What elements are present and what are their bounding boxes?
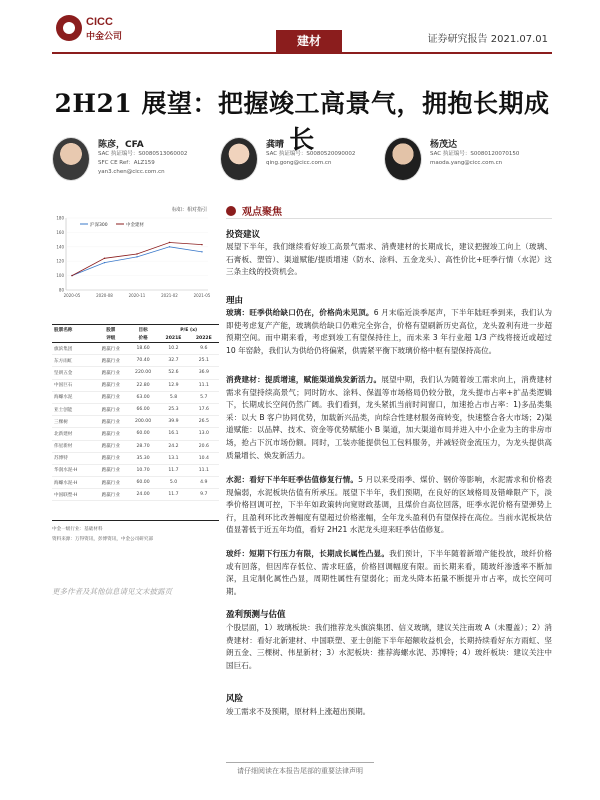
- table-cell: 跑赢行业: [94, 477, 128, 489]
- table-cell: 32.7: [158, 355, 188, 367]
- table-cell: 跑赢行业: [94, 428, 128, 440]
- sector-tag: 建材: [276, 30, 342, 52]
- series-point: [201, 244, 202, 245]
- avatar: [384, 137, 422, 181]
- table-row: [52, 477, 219, 489]
- table-cell: 13.1: [158, 452, 188, 464]
- series-point: [169, 246, 170, 247]
- stock-pe-table: [52, 326, 219, 501]
- analyst-detail: SFC CE Ref：ALZ159: [98, 160, 155, 166]
- table-cell: 5.0: [158, 477, 188, 489]
- table-row: [52, 379, 219, 391]
- table-cell: 25.1: [189, 355, 219, 367]
- table-cell: 200.00: [128, 416, 159, 428]
- analyst-name: 龚晴: [266, 140, 285, 150]
- table-cell: 跑赢行业: [94, 464, 128, 476]
- fiberglass-lead: 玻纤：短期下行压力有限，长期成长属性凸显。: [226, 549, 390, 558]
- cement-lead: 水泥：看好下半年旺季估值修复行情。: [226, 475, 359, 484]
- table-cell: 跑赢行业: [94, 379, 128, 391]
- series-point: [104, 262, 105, 263]
- earnings-paragraph: 个股层面，1）玻璃板块：我们推荐龙头旗滨集团、信义玻璃，建议关注南玻 A（未覆盖）；2）消费建材：看好北新建材、中国联塑、亚士创能下半年超额收益机会，长期持续看好东方雨虹、坚朗五金、三棵树、伟星新材；3）水泥板块：推荐海螺水泥、苏博特；4）玻纤板块：建议关注中国巨石。: [226, 623, 552, 670]
- col-header: 股票名称: [54, 328, 73, 333]
- table-cell: 66.00: [128, 403, 159, 415]
- table-row: [52, 440, 219, 452]
- table-row: [52, 367, 219, 379]
- analyst-detail: SAC 执证编号：S0080520090002: [266, 151, 356, 157]
- table-cell: 海螺水泥-H: [52, 477, 94, 489]
- legend-label-cicc: 中金建材: [126, 223, 144, 228]
- table-row: [52, 416, 219, 428]
- y-tick-label: 100: [56, 273, 64, 279]
- section-heading-risk: 风险: [226, 694, 244, 704]
- glass-lead: 玻璃：旺季供给缺口仍在，价格尚未见顶。: [226, 308, 374, 317]
- footer-disclaimer[interactable]: 请仔细阅读在本报告尾部的重要法律声明: [237, 767, 363, 775]
- x-tick-label: 2021-02: [161, 293, 178, 298]
- avatar: [220, 137, 258, 181]
- table-cell: 10.2: [158, 343, 188, 355]
- table-cell: 13.0: [189, 428, 219, 440]
- cicc-logo: [56, 15, 136, 45]
- series-point: [71, 275, 72, 276]
- table-cell: 24.00: [128, 489, 159, 501]
- table-cell: 11.1: [189, 464, 219, 476]
- table-header-row: [52, 326, 219, 334]
- section-heading-earnings: 盈利预测与估值: [226, 610, 286, 620]
- table-cell: 跑赢行业: [94, 367, 128, 379]
- table-subheader-row: [52, 334, 219, 343]
- invest-paragraph: 展望下半年，我们继续看好竣工高景气需求、消费建材的长期成长，建议把握竣工向上（玻璃、石膏板、塑管）、渠道赋能/提质增速（防水、涂料、五金龙头）、高性价比+旺季行情（水泥）这三条主线的投资机会。: [226, 242, 552, 277]
- table-row: [52, 452, 219, 464]
- table-row: [52, 355, 219, 367]
- table-cell: 跑赢行业: [94, 343, 128, 355]
- table-row: [52, 403, 219, 415]
- series-point: [104, 258, 105, 259]
- table-cell: 26.5: [189, 416, 219, 428]
- table-cell: 10.4: [189, 452, 219, 464]
- table-cell: 4.9: [189, 477, 219, 489]
- table-cell: 18.60: [128, 343, 159, 355]
- table-cell: 60.00: [128, 428, 159, 440]
- analyst-detail: SAC 执证编号：S0080513060002: [98, 151, 188, 157]
- legend-label-hs300: 沪深300: [90, 223, 108, 228]
- chart-legend: [80, 221, 144, 228]
- table-cell: 坚朗五金: [52, 367, 94, 379]
- avatar: [52, 137, 90, 181]
- table-cell: 跑赢行业: [94, 489, 128, 501]
- table-cell: 跑赢行业: [94, 355, 128, 367]
- consumer-paragraph: [226, 374, 552, 462]
- view-focus-title: 观点聚焦: [242, 207, 282, 218]
- table-cell: 中国联塑-H: [52, 489, 94, 501]
- table-cell: 36.9: [189, 367, 219, 379]
- analyst-detail: SAC 执证编号：S0080120070150: [430, 151, 520, 157]
- table-cell: 10.70: [128, 464, 159, 476]
- consumer-body: 展望中期，我们认为随着竣工需求向上，消费建材需求有望持续高景气；同时防水、涂料、保温等市场格局仍较分散，龙头提市占率+扩品类逻辑下，长期成长空间仍然广阔。我们看到，龙头紧抓当前时间窗口，加速抢占市占率：1)多品类集采：以大 B 客户协同优势，加载新兴品类，向综合性建材服务商转变，快速整合各大市场；2)渠道赋能：以品牌、技术、资金等优势赋能小 B 渠道，加大渠道布局并进入中小企业为主的非房市场，抢占下沉市场份额。同时，工装亦能提供包工包料服务，并减轻资金流压力，为龙头提供高质量增长、焕发新活力。: [226, 375, 553, 460]
- col-header: 目标: [138, 328, 148, 333]
- table-cell: 跑赢行业: [94, 403, 128, 415]
- table-cell: 63.00: [128, 391, 159, 403]
- analyst-card: [52, 137, 222, 185]
- table-row: [52, 343, 219, 355]
- col-header: 2021E: [165, 335, 182, 341]
- cement-body: 5 月以来受雨季、煤价、钢价等影响，水泥需求和价格表现偏弱，水泥板块估值有所承压。展望下半年，我们预期，在良好的区域格局及错峰限产下，淡季价格回调可控，下半年如政策转向宽财政基调，且煤价自高位回落，旺季水泥价格有望弹势上行，且盈利环比改善幅度有望超过价格涨幅，全年龙头盈利仍有望保持在高位。当前水泥板块估值显著低于近五年均值，看好 2H21 水泥龙头迎来旺季估值修复。: [226, 475, 552, 535]
- analyst-name: 杨茂达: [430, 140, 458, 150]
- bullet-dot-icon: [226, 206, 236, 216]
- table-cell: 16.1: [158, 428, 188, 440]
- x-tick-label: 2021-05: [193, 293, 211, 298]
- sector-note: 中金一级行业：基础材料: [52, 527, 103, 532]
- footer-divider: [226, 762, 374, 763]
- analyst-name: 陈彦，CFA: [98, 140, 144, 150]
- table-cell: 28.70: [128, 440, 159, 452]
- cement-paragraph: [226, 474, 552, 537]
- view-focus-header: [226, 203, 552, 219]
- consumer-lead: 消费建材：提质增速，赋能渠道焕发新活力。: [226, 375, 382, 384]
- table-cell: 海螺水泥: [52, 391, 94, 403]
- chart-rating-label: 标如：相对指引: [172, 207, 208, 213]
- table-cell: 20.6: [189, 440, 219, 452]
- table-cell: 三棵树: [52, 416, 94, 428]
- table-cell: 跑赢行业: [94, 391, 128, 403]
- analyst-email[interactable]: qing.gong@cicc.com.cn: [266, 160, 332, 166]
- report-type: 证券研究报告 2021.07.01: [427, 34, 548, 45]
- source-note: 资料来源：万得资讯，彭博资讯，中金公司研究部: [52, 537, 154, 542]
- table-cell: 伟星新材: [52, 440, 94, 452]
- table-cell: 跑赢行业: [94, 416, 128, 428]
- report-title: 2H21 展望：把握竣工高景气，拥抱长期成长: [54, 89, 550, 154]
- col-header: 2022E: [195, 335, 212, 341]
- y-tick-label: 180: [56, 215, 64, 221]
- table-row: [52, 391, 219, 403]
- table-cell: 12.9: [158, 379, 188, 391]
- logo-en-text: CICC: [86, 16, 113, 28]
- table-cell: 35.30: [128, 452, 159, 464]
- col-header: 评级: [106, 336, 116, 341]
- table-row: [52, 428, 219, 440]
- series-line-1: [72, 242, 202, 275]
- header-divider: [52, 52, 552, 54]
- analyst-email[interactable]: maoda.yang@cicc.com.cn: [430, 160, 503, 166]
- y-tick-label: 160: [56, 229, 64, 235]
- analyst-email[interactable]: yan3.chen@cicc.com.cn: [98, 169, 165, 175]
- x-tick-label: 2020-11: [128, 293, 146, 298]
- table-cell: 39.9: [158, 416, 188, 428]
- more-authors-note: 更多作者及其他信息请见文末披露页: [52, 587, 172, 596]
- logo-mark-icon: [56, 15, 82, 41]
- table-cell: 24.2: [158, 440, 188, 452]
- risk-paragraph: 竣工需求不及预期，原材料上涨超出预期。: [226, 707, 371, 716]
- col-header: [52, 334, 94, 343]
- page-header: [0, 0, 600, 70]
- table-cell: 220.00: [128, 367, 159, 379]
- table-cell: 5.8: [158, 391, 188, 403]
- table-cell: 苏博特: [52, 452, 94, 464]
- series-point: [169, 242, 170, 243]
- glass-paragraph: [226, 307, 552, 357]
- table-cell: 亚士创能: [52, 403, 94, 415]
- x-tick-label: 2020-05: [63, 293, 81, 298]
- section-heading-reason: 理由: [226, 296, 244, 306]
- table-row: [52, 464, 219, 476]
- series-point: [136, 256, 137, 257]
- y-tick-label: 120: [56, 258, 64, 264]
- table-cell: 60.00: [128, 477, 159, 489]
- y-tick-label: 80: [58, 287, 64, 293]
- table-cell: 华润水泥-H: [52, 464, 94, 476]
- section-heading-invest: 投资建议: [226, 230, 261, 240]
- table-cell: 25.3: [158, 403, 188, 415]
- table-cell: 52.6: [158, 367, 188, 379]
- table-cell: 9.6: [189, 343, 219, 355]
- table-cell: 跑赢行业: [94, 440, 128, 452]
- table-row: [52, 489, 219, 501]
- series-point: [136, 253, 137, 254]
- analyst-card: [220, 137, 390, 185]
- col-header: P/E (x): [180, 327, 198, 333]
- col-header: 股票: [106, 328, 116, 333]
- table-cell: 70.40: [128, 355, 159, 367]
- table-cell: 9.7: [189, 489, 219, 501]
- glass-body: 6 月末临近淡季尾声，下半年陆旺季到来，我们认为即使考虑复产产能，玻璃供给缺口仍难完全弥合，价格有望刷新历史高位，龙头盈利有进一步超预期空间。而中期来看，考虑到竣工有望保持往上，而未来 3 年行业超 1/3 产线将接近或超过 10 年窑龄，我们认为供给仍将偏紧，供需紧平衡下玻璃价格中枢有望保持高位。: [226, 308, 552, 355]
- table-cell: 旗滨集团: [52, 343, 94, 355]
- fiberglass-body: 我们预计，下半年随着新增产能投放，玻纤价格或有回落，但因库存低位、需求旺盛，价格回调幅度有限。而长期来看，随玻纤渗透率不断加深，且定制化属性凸显，周期性属性有望弱化；而龙头降本拓量不断提升市占率，成长空间可期。: [226, 549, 553, 596]
- table-top-rule: [52, 324, 219, 325]
- table-cell: 11.7: [158, 464, 188, 476]
- x-tick-label: 2020-08: [96, 293, 113, 298]
- table-cell: 11.7: [158, 489, 188, 501]
- table-cell: 东方雨虹: [52, 355, 94, 367]
- table-bottom-rule: [52, 520, 219, 521]
- col-header: 价格: [138, 336, 148, 341]
- table-cell: 5.7: [189, 391, 219, 403]
- logo-cn-text: 中金公司: [86, 32, 123, 42]
- table-cell: 北新建材: [52, 428, 94, 440]
- table-cell: 11.1: [189, 379, 219, 391]
- series-point: [201, 251, 202, 252]
- table-cell: 22.80: [128, 379, 159, 391]
- table-cell: 中国巨石: [52, 379, 94, 391]
- relative-performance-chart: [52, 214, 212, 304]
- fiberglass-paragraph: [226, 548, 552, 598]
- y-tick-label: 140: [56, 244, 64, 250]
- analyst-card: [384, 137, 554, 185]
- table-cell: 跑赢行业: [94, 452, 128, 464]
- table-cell: 17.6: [189, 403, 219, 415]
